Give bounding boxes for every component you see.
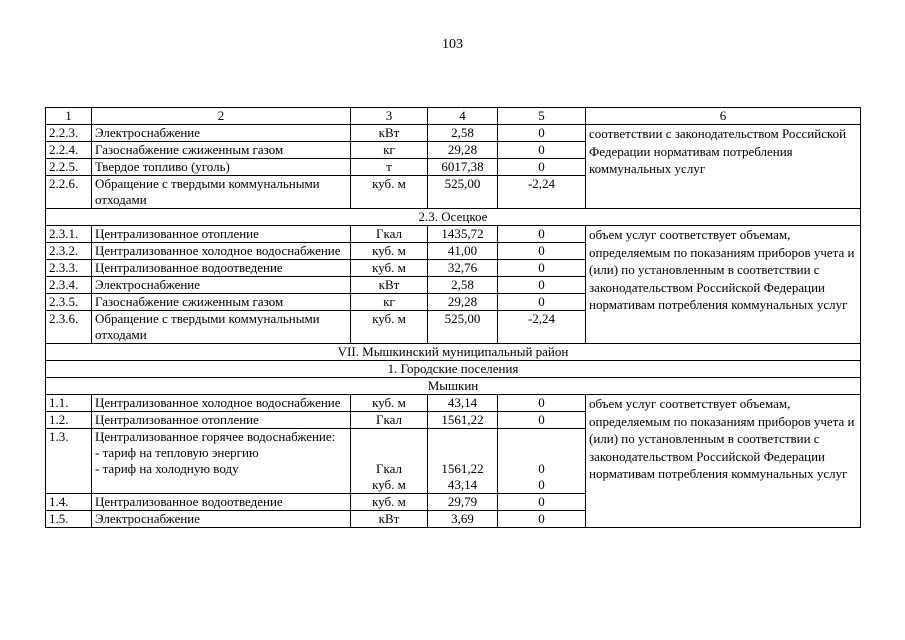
row-code: 2.2.3. [46, 125, 92, 142]
row-code: 2.3.3. [46, 260, 92, 277]
row-code: 1.2. [46, 412, 92, 429]
note-cell: объем услуг соответствует объемам, определяемым по показаниям приборов учета и (или) по установленным в соответствии с законодательством Российской Федерации нормативам потребления коммунальных услуг [586, 395, 861, 528]
table-row [46, 395, 861, 412]
sub-item-name: - тариф на холодную воду [95, 461, 239, 476]
row-value: 2,58 [428, 277, 498, 294]
header-cell: 5 [498, 108, 586, 125]
section-row [46, 378, 861, 395]
spacer [501, 445, 582, 461]
note-cell: соответствии с законодательством Российской Федерации нормативам потребления коммунальных услуг [586, 125, 861, 209]
row-unit: Гкал [351, 412, 428, 429]
row-unit: кВт [351, 125, 428, 142]
tariff-table [45, 107, 861, 528]
header-cell: 3 [351, 108, 428, 125]
page-number: 103 [442, 37, 463, 52]
row-value: 1561,22 [428, 412, 498, 429]
section-heading: 2.3. Осецкое [46, 209, 861, 226]
row-change: 0 [498, 125, 586, 142]
row-change: 0 [498, 395, 586, 412]
row-unit: куб. м [351, 311, 428, 344]
row-name: Централизованное водоотведение [92, 260, 351, 277]
row-name: Централизованное холодное водоснабжение [92, 243, 351, 260]
row-code: 2.3.1. [46, 226, 92, 243]
row-change: 0 [498, 294, 586, 311]
row-code: 1.5. [46, 511, 92, 528]
note-cell: объем услуг соответствует объемам, определяемым по показаниям приборов учета и (или) по установленным в соответствии с законодательством Российской Федерации нормативам потребления коммунальных услуг [586, 226, 861, 344]
row-unit: т [351, 159, 428, 176]
row-code: 2.3.6. [46, 311, 92, 344]
row-name: Централизованное отопление [92, 226, 351, 243]
row-unit: куб. м [351, 176, 428, 209]
row-change: 0 [498, 142, 586, 159]
row-value: 43,14 [428, 395, 498, 412]
row-name: Централизованное отопление [92, 412, 351, 429]
row-value: 2,58 [428, 125, 498, 142]
row-value: 3,69 [428, 511, 498, 528]
sub-item-change: 0 [538, 461, 545, 476]
row-change: 0 [498, 412, 586, 429]
row-name: Обращение с твердыми коммунальными отходами [92, 311, 351, 344]
row-value: 525,00 [428, 311, 498, 344]
row-value: 29,79 [428, 494, 498, 511]
row-value: 1435,72 [428, 226, 498, 243]
header-cell: 4 [428, 108, 498, 125]
section-row [46, 209, 861, 226]
table-row [46, 226, 861, 243]
sub-item-unit: куб. м [372, 477, 406, 492]
header-cell: 1 [46, 108, 92, 125]
section-row [46, 361, 861, 378]
row-name: Обращение с твердыми коммунальными отходами [92, 176, 351, 209]
row-name: Газоснабжение сжиженным газом [92, 294, 351, 311]
table-row [46, 125, 861, 142]
row-unit: кг [351, 294, 428, 311]
row-value: 6017,38 [428, 159, 498, 176]
row-code: 2.3.5. [46, 294, 92, 311]
row-code: 1.3. [46, 429, 92, 494]
row-code: 2.2.6. [46, 176, 92, 209]
settlement-heading: Мышкин [46, 378, 861, 395]
row-change: -2,24 [498, 176, 586, 209]
row-unit: куб. м [351, 395, 428, 412]
row-change: 0 [498, 226, 586, 243]
row-change: -2,24 [498, 311, 586, 344]
row-value: 32,76 [428, 260, 498, 277]
row-change: 0 [498, 511, 586, 528]
row-unit: кг [351, 142, 428, 159]
row-unit: кВт [351, 511, 428, 528]
hot-water-title: Централизованное горячее водоснабжение: [95, 429, 336, 444]
sub-item-name: - тариф на тепловую энергию [95, 445, 259, 460]
row-name: Электроснабжение [92, 125, 351, 142]
row-change: 0 [498, 260, 586, 277]
row-change: 0 [498, 243, 586, 260]
row-unit: Гкал [351, 226, 428, 243]
row-code: 2.2.4. [46, 142, 92, 159]
spacer [501, 429, 582, 445]
sub-item-change: 0 [538, 477, 545, 492]
row-name: Централизованное водоотведение [92, 494, 351, 511]
row-unit: куб. м [351, 494, 428, 511]
row-value [428, 429, 498, 494]
row-name: Электроснабжение [92, 511, 351, 528]
row-code: 2.2.5. [46, 159, 92, 176]
row-value: 525,00 [428, 176, 498, 209]
section-row [46, 344, 861, 361]
row-change: 0 [498, 159, 586, 176]
row-code: 1.1. [46, 395, 92, 412]
row-name [92, 429, 351, 494]
row-change [498, 429, 586, 494]
row-name: Электроснабжение [92, 277, 351, 294]
row-value: 29,28 [428, 142, 498, 159]
row-unit: кВт [351, 277, 428, 294]
header-row [46, 108, 861, 125]
row-name: Газоснабжение сжиженным газом [92, 142, 351, 159]
spacer [431, 445, 494, 461]
row-name: Централизованное холодное водоснабжение [92, 395, 351, 412]
row-code: 1.4. [46, 494, 92, 511]
urban-settlements-heading: 1. Городские поселения [46, 361, 861, 378]
header-cell: 6 [586, 108, 861, 125]
row-name: Твердое топливо (уголь) [92, 159, 351, 176]
row-code: 2.3.2. [46, 243, 92, 260]
spacer [431, 429, 494, 445]
spacer [354, 429, 424, 445]
row-code: 2.3.4. [46, 277, 92, 294]
sub-item-unit: Гкал [375, 461, 402, 476]
header-cell: 2 [92, 108, 351, 125]
row-value: 29,28 [428, 294, 498, 311]
row-change: 0 [498, 494, 586, 511]
district-heading: VII. Мышкинский муниципальный район [46, 344, 861, 361]
row-change: 0 [498, 277, 586, 294]
row-unit: куб. м [351, 243, 428, 260]
row-unit: куб. м [351, 260, 428, 277]
sub-item-value: 1561,22 [441, 461, 484, 476]
row-unit [351, 429, 428, 494]
sub-item-value: 43,14 [447, 477, 478, 492]
row-value: 41,00 [428, 243, 498, 260]
spacer [354, 445, 424, 461]
